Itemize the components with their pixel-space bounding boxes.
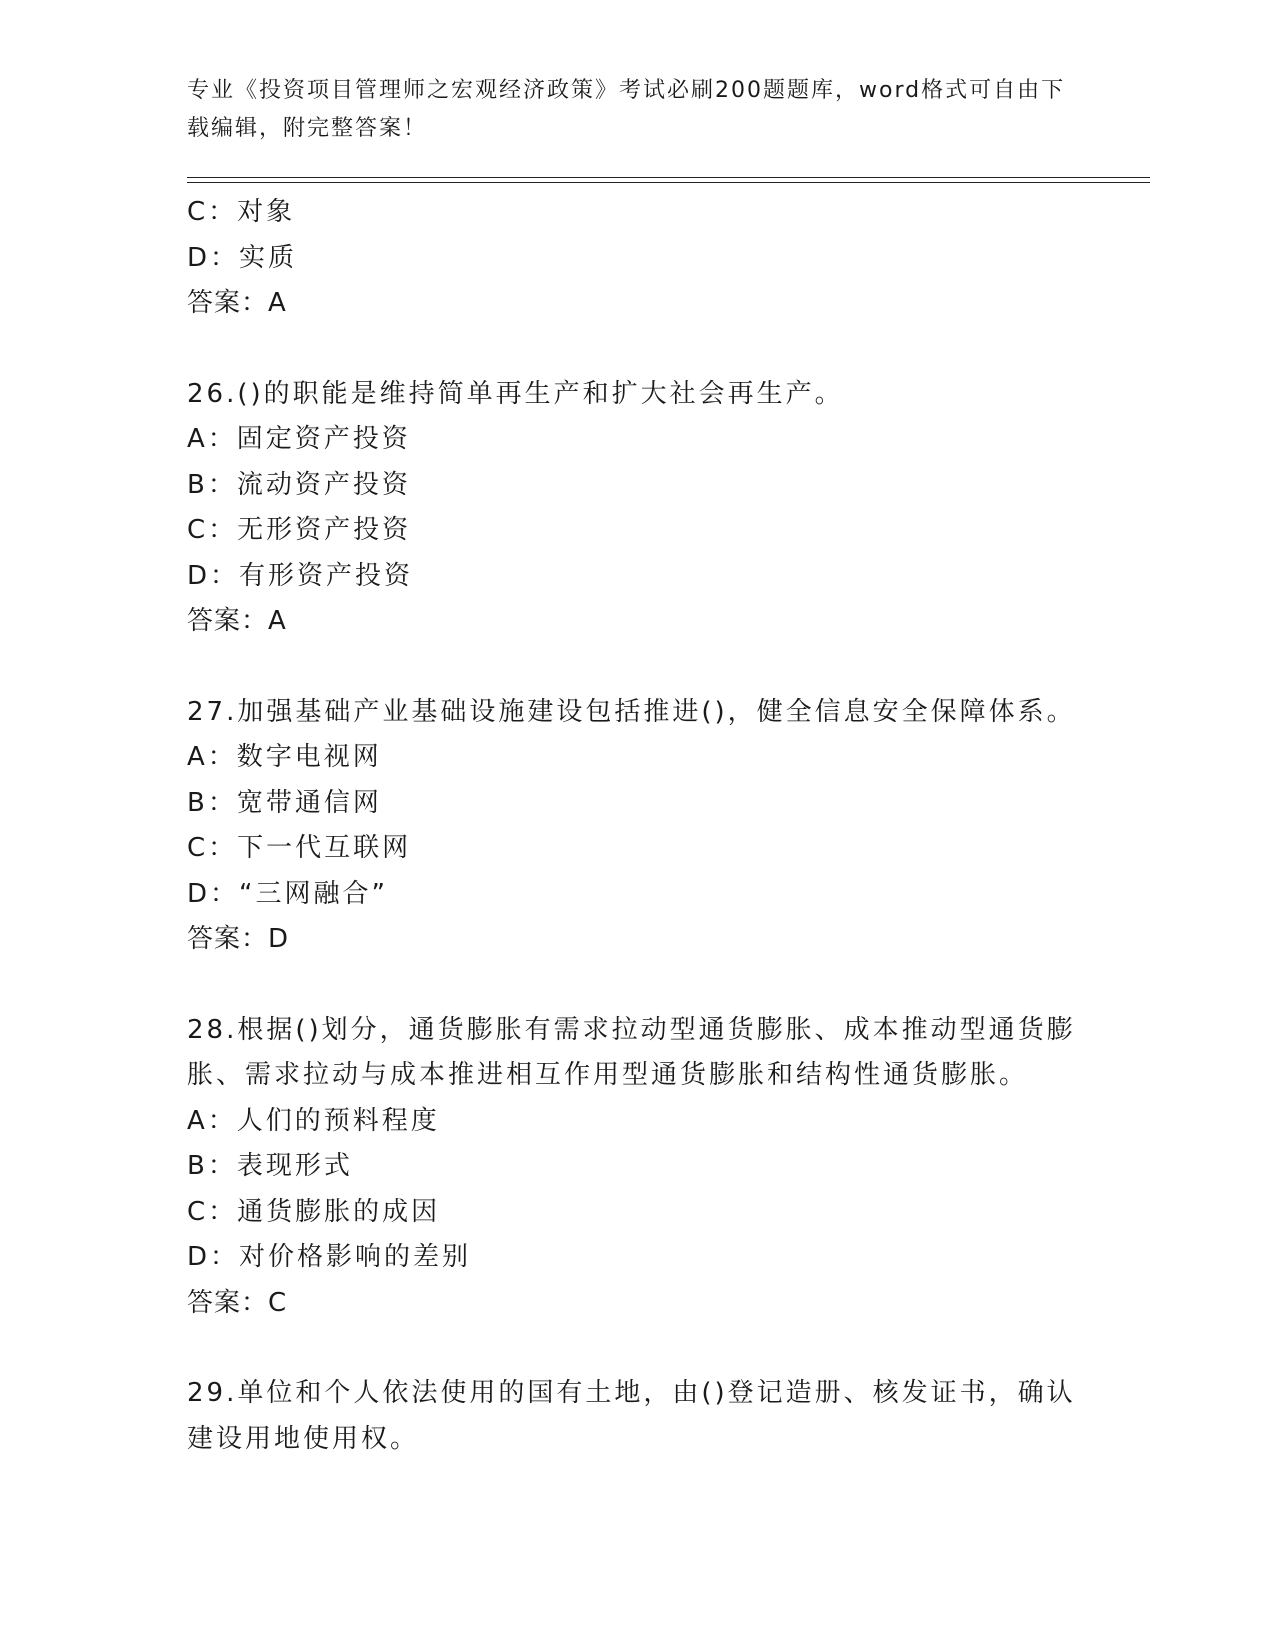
option-b: B：宽带通信网 bbox=[187, 787, 382, 818]
option-a: A：人们的预料程度 bbox=[187, 1105, 440, 1136]
answer-line: 答案：D bbox=[187, 924, 290, 954]
question-stem: 26.()的职能是维持简单再生产和扩大社会再生产。 bbox=[187, 378, 844, 409]
option-c: C：通货膨胀的成因 bbox=[187, 1196, 441, 1227]
question-29 bbox=[187, 1371, 1087, 1462]
option-b: B：流动资产投资 bbox=[187, 469, 411, 500]
question-stem-line-1: 28.根据()划分，通货膨胀有需求拉动型通货膨胀、成本推动型通货膨 bbox=[187, 1014, 1076, 1045]
question-content bbox=[187, 190, 1087, 1462]
answer-line: 答案：A bbox=[187, 606, 287, 636]
option-c: C：下一代互联网 bbox=[187, 833, 412, 863]
question-stem: 27.加强基础产业基础设施建设包括推进()，健全信息安全保障体系。 bbox=[187, 696, 1076, 727]
question-26 bbox=[187, 372, 1087, 645]
question-stem bbox=[187, 1371, 1087, 1462]
option-c: C：对象 bbox=[187, 197, 296, 227]
question-stem-line-1: 29.单位和个人依法使用的国有土地，由()登记造册、核发证书，确认 bbox=[187, 1378, 1076, 1408]
option-d: D：实质 bbox=[187, 242, 298, 273]
option-a: A：固定资产投资 bbox=[187, 424, 411, 454]
option-d: D：“三网融合” bbox=[187, 878, 388, 909]
question-25-partial bbox=[187, 190, 1087, 327]
option-d: D：对价格影响的差别 bbox=[187, 1242, 472, 1272]
question-stem-line-2: 建设用地使用权。 bbox=[187, 1423, 420, 1454]
question-27 bbox=[187, 690, 1087, 963]
option-a: A：数字电视网 bbox=[187, 742, 382, 772]
document-header: 专业《投资项目管理师之宏观经济政策》考试必刷200题题库，word格式可自由下载编辑，附完整答案！ bbox=[187, 78, 1066, 141]
option-b: B：表现形式 bbox=[187, 1151, 353, 1181]
header-rule-bottom bbox=[187, 182, 1150, 183]
answer-line: 答案：C bbox=[187, 1287, 288, 1318]
question-stem-line-2: 胀、需求拉动与成本推进相互作用型通货膨胀和结构性通货膨胀。 bbox=[187, 1060, 1029, 1090]
option-c: C：无形资产投资 bbox=[187, 515, 412, 545]
header-rule-top bbox=[187, 177, 1150, 178]
question-28 bbox=[187, 1008, 1087, 1327]
answer-line: 答案：A bbox=[187, 288, 287, 318]
option-d: D：有形资产投资 bbox=[187, 560, 414, 591]
question-stem bbox=[187, 1008, 1087, 1099]
